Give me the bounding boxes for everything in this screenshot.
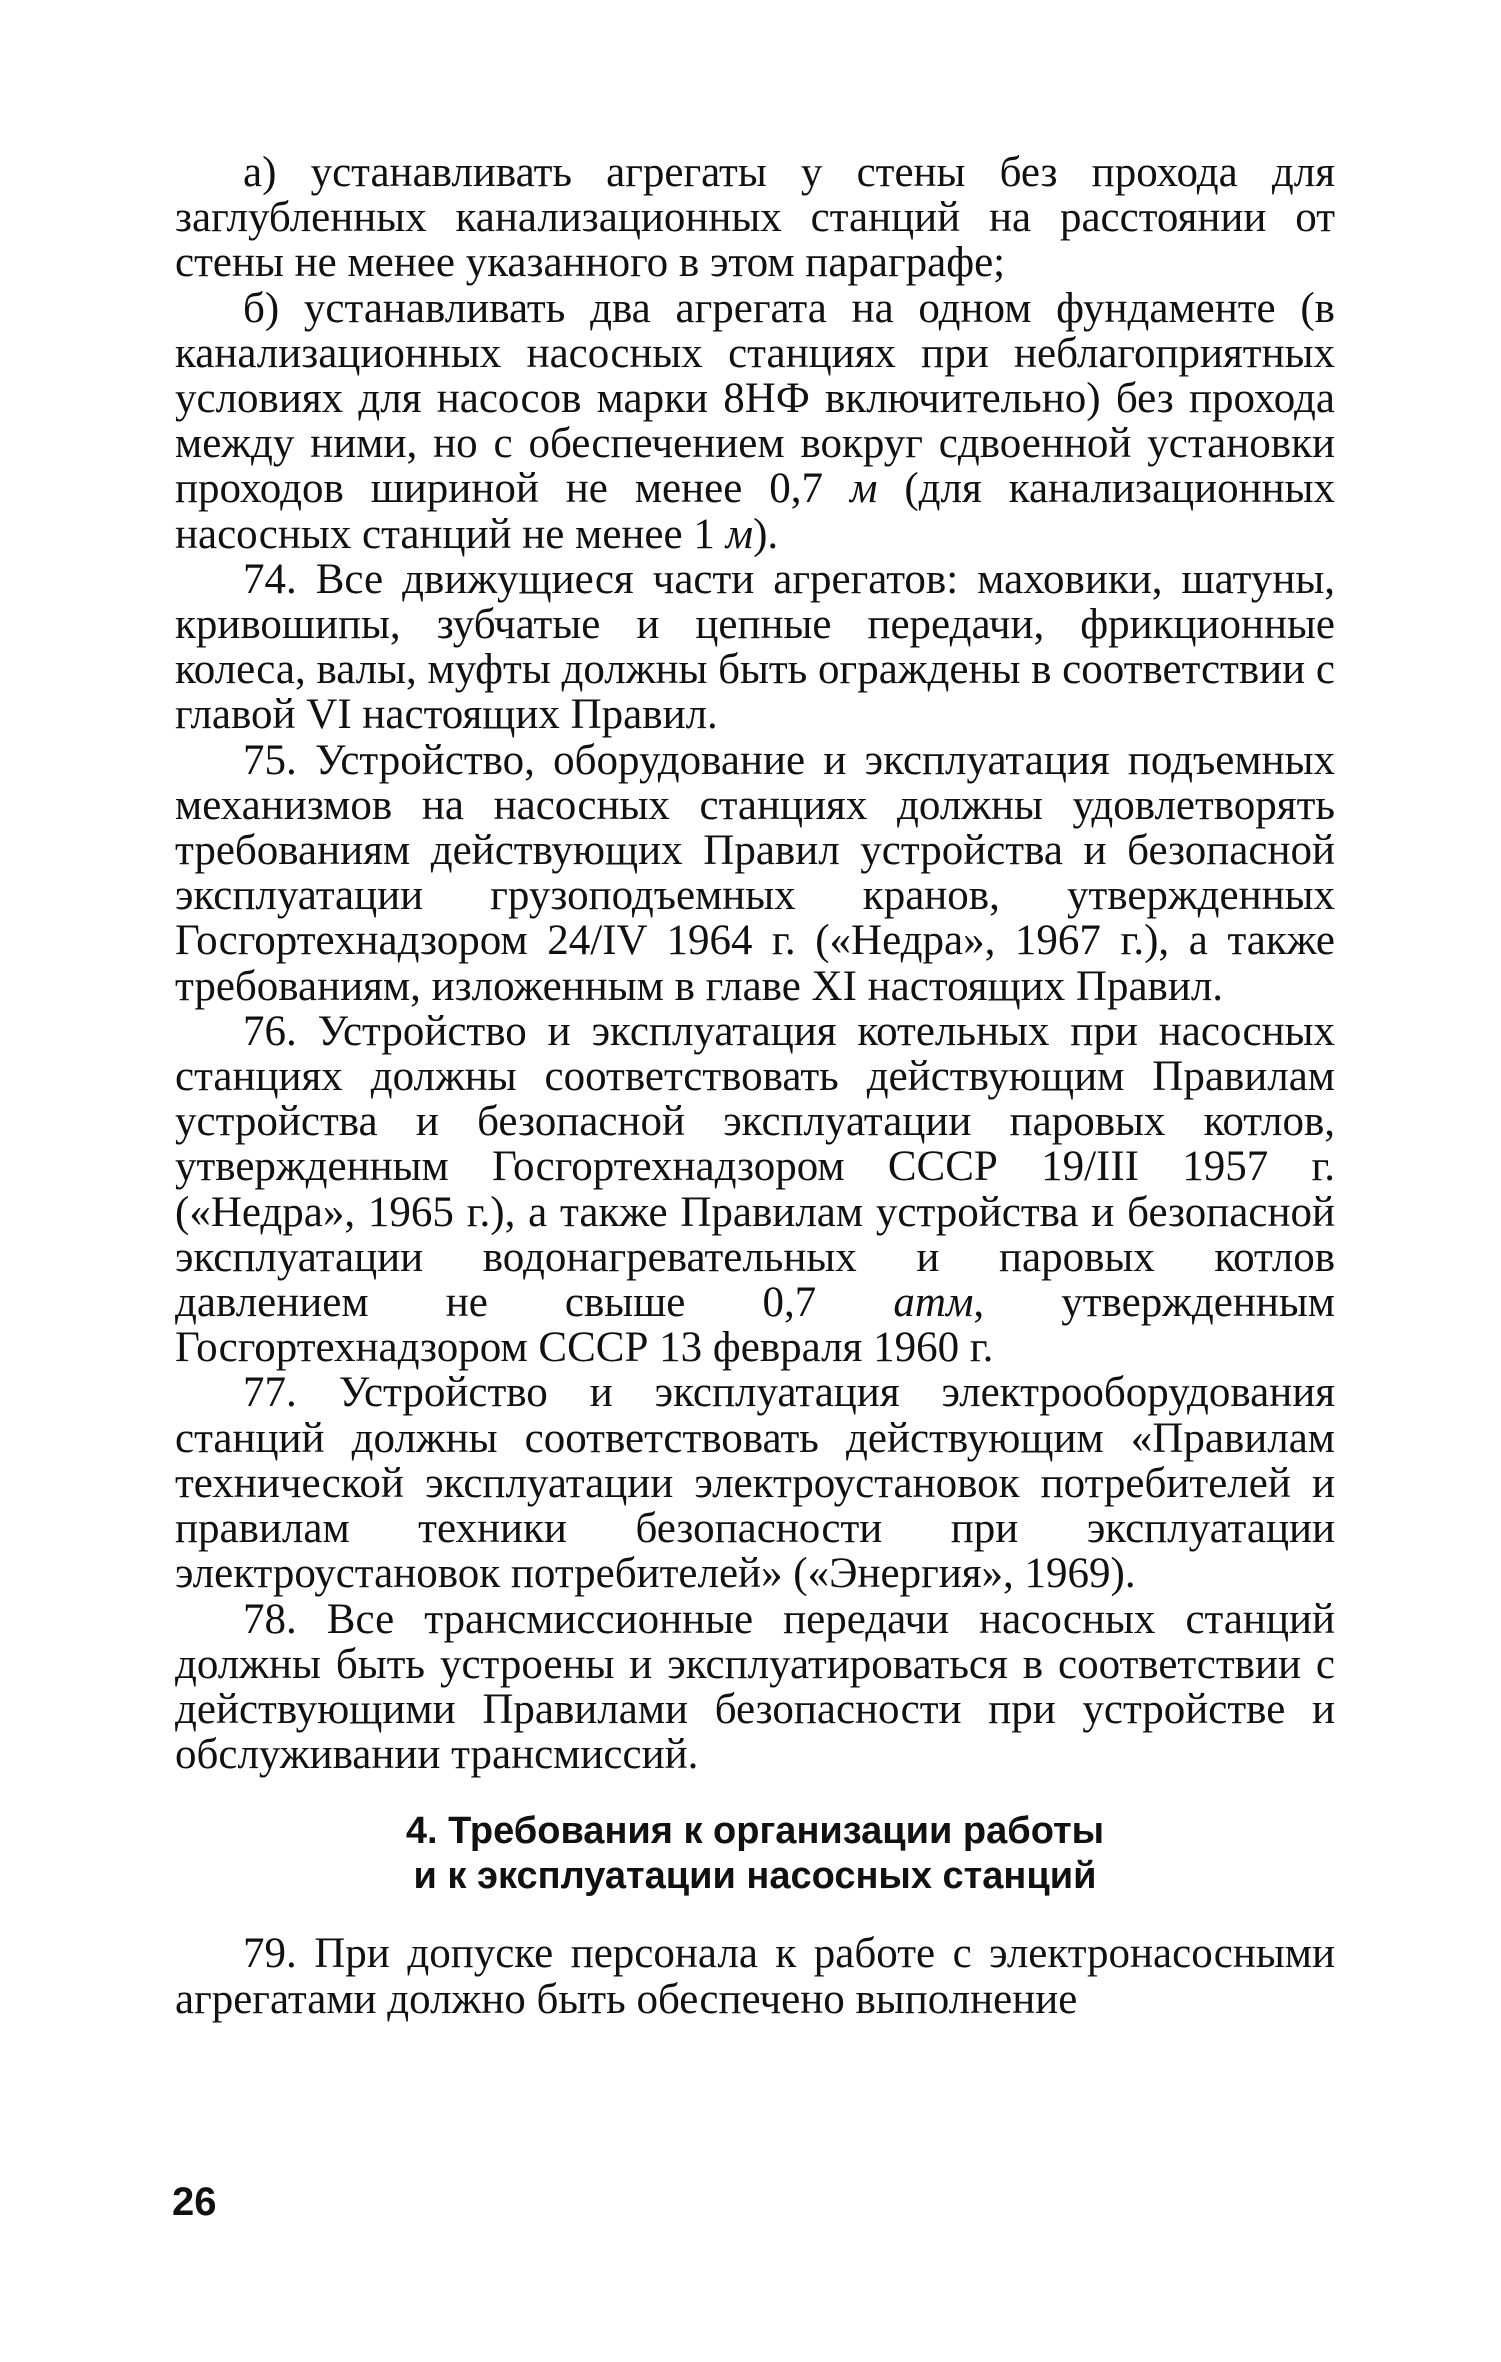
section-heading-line-1: 4. Требования к организации работы (405, 1810, 1105, 1853)
page-body (175, 150, 1335, 2022)
paragraph-78: 78. Все трансмиссионные передачи насосных станций должны быть устроены и эксплуатироваться в соответствии с действующими Правилами безопасности при устройстве и обслуживании трансмиссий. (175, 1595, 1335, 1779)
paragraph-79: 79. При допуске персонала к работе с электронасосными агрегатами должно быть обеспечено выполнение (175, 1930, 1335, 2023)
paragraph-76-text-1: 76. Устройство и эксплуатация котельных при насосных станциях должны соответствовать действующим Правилам устройства и безопасной эксплуатации паровых котлов, утвержденным Госгортехнадзором СССР 19/III 1957 г. («Недра», 1965 г.), а также Правилам устройства и безопасной эксплуатации водонагревательных и паровых котлов давлением не свыше 0,7 (175, 1007, 1335, 1327)
paragraph-b-text-1: б) устанавливать два агрегата на одном фундаменте (в канализационных насосных станциях при неблагоприятных условиях для насосов марки 8НФ включительно) без прохода между ними, но с обеспечением вокруг сдвоенной установки проходов шириной не менее 0,7 (175, 284, 1335, 513)
unit-meter-1: м (849, 465, 878, 513)
paragraph-76-text-2: , утвержденным Госгортехнадзором СССР 13 февраля 1960 г. (175, 1279, 1335, 1372)
unit-meter-2: м (725, 510, 754, 558)
page-number: 26 (172, 2180, 217, 2224)
paragraph-b-text-2: (для канализационных насосных станций не менее 1 (175, 465, 1336, 558)
paragraph-74: 74. Все движущиеся части агрегатов: маховики, шатуны, кривошипы, зубчатые и цепные передачи, фрикционные колеса, валы, муфты должны быть ограждены в соответствии с главой VI настоящих Правил. (175, 555, 1335, 739)
paragraph-76 (175, 1009, 1335, 1371)
section-heading (175, 1809, 1335, 1899)
paragraph-75: 75. Устройство, оборудование и эксплуатация подъемных механизмов на насосных станциях должны удовлетворять требованиям действующих Правил устройства и безопасной эксплуатации грузоподъемных кранов, утвержденных Госгортехнадзором 24/IV 1964 г. («Недра», 1967 г.), а также требованиям, изложенным в главе XI настоящих Правил. (175, 736, 1335, 1010)
paragraph-b-text-3: ). (753, 510, 779, 558)
paragraph-a: а) устанавливать агрегаты у стены без прохода для заглубленных канализационных станций на расстоянии от стены не менее указанного в этом параграфе; (175, 149, 1335, 287)
section-heading-line-2: и к эксплуатации насосных станций (413, 1855, 1097, 1898)
unit-atm: атм (893, 1279, 974, 1327)
paragraph-b (175, 286, 1335, 557)
paragraph-77: 77. Устройство и эксплуатация электрооборудования станций должны соответствовать действующим «Правилам технической эксплуатации электроустановок потребителей и правилам техники безопасности при эксплуатации электроустановок потребителей» («Энергия», 1969). (175, 1369, 1335, 1598)
